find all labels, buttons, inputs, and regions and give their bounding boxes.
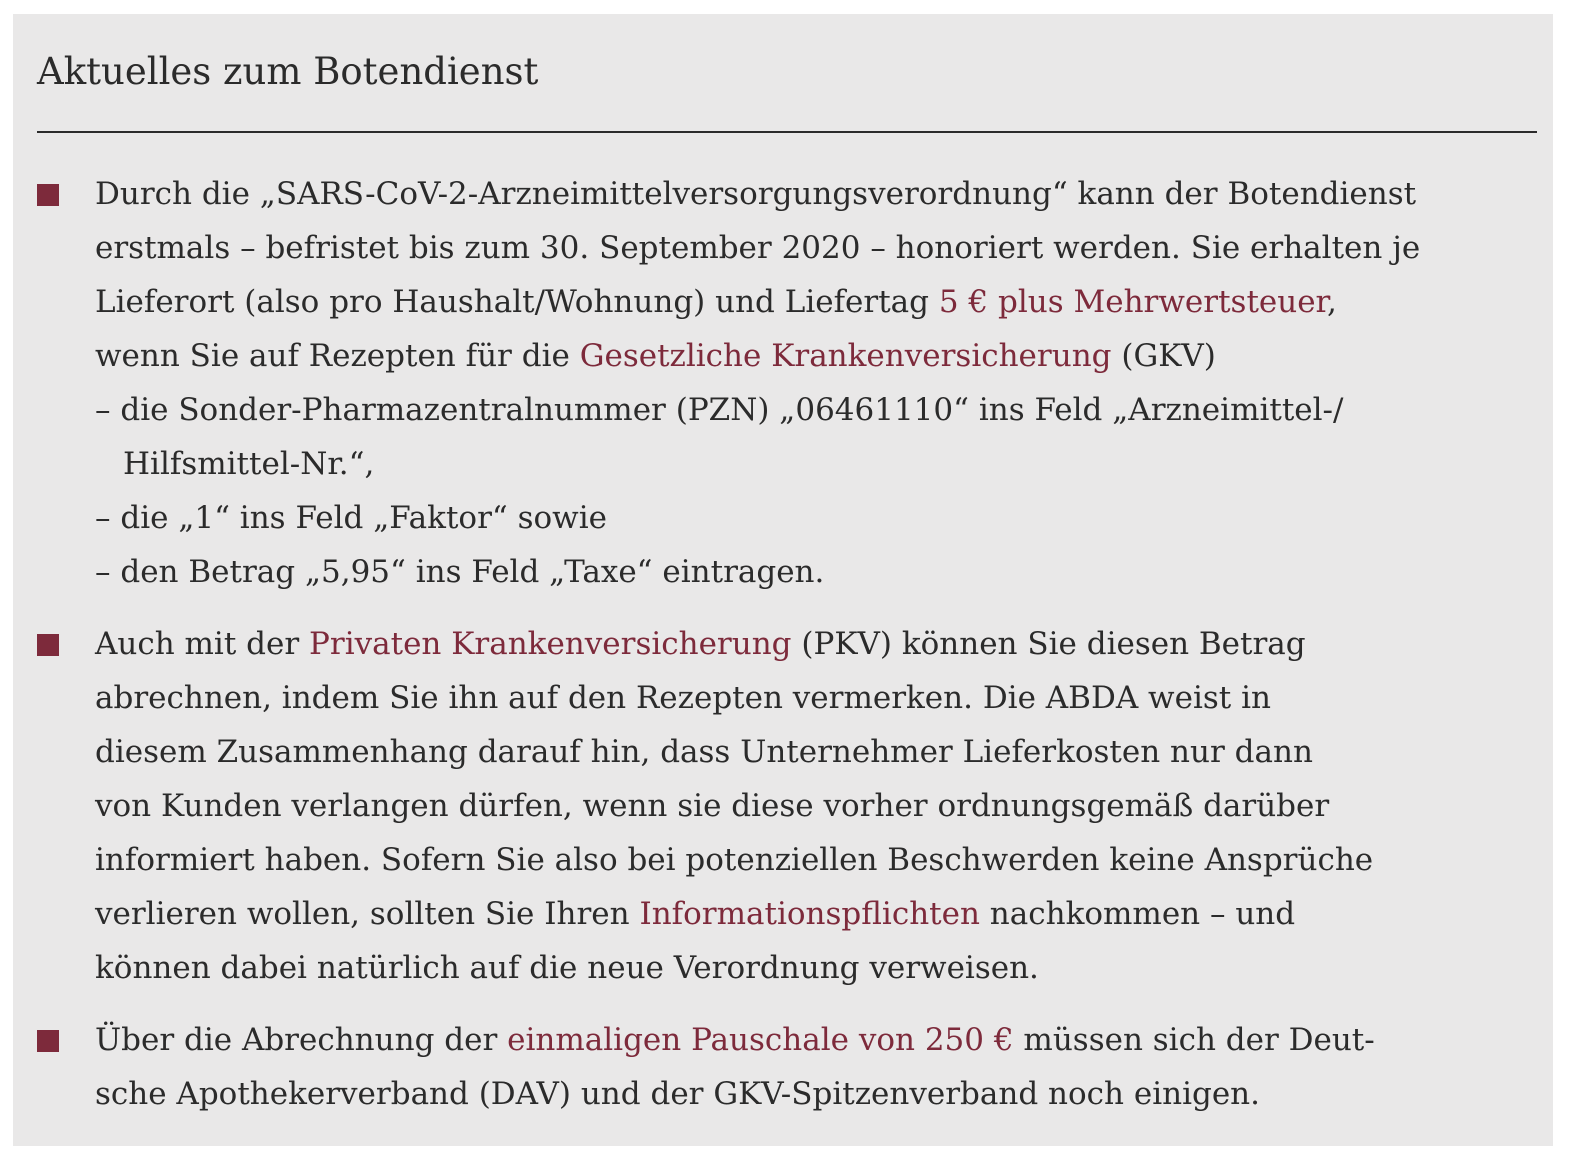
text-line: erstmals – befristet bis zum 30. September 2020 – honoriert werden. Sie erhalten je: [95, 230, 1421, 266]
text-line: verlieren wollen, sollten Sie Ihren Informationspflichten nachkommen – und: [95, 896, 1296, 932]
text-line: von Kunden verlangen dürfen, wenn sie diese vorher ordnungsgemäß darüber: [95, 788, 1330, 824]
text-line: sche Apothekerverband (DAV) und der GKV-Spitzenverband noch einigen.: [95, 1076, 1260, 1112]
text-line: – die Sonder-Pharmazentralnummer (PZN) „06461110“ ins Feld „Arzneimittel-/: [95, 392, 1344, 428]
bullet-marker: [37, 634, 59, 656]
text-line: Durch die „SARS-CoV-2-Arzneimittelversorgungsverordnung“ kann der Botendienst: [95, 176, 1417, 212]
info-box: [13, 14, 1553, 1146]
highlight-text: Privaten Krankenversicherung: [309, 626, 792, 662]
highlight-text: einmaligen Pauschale von 250 €: [507, 1022, 1014, 1058]
text-line: informiert haben. Sofern Sie also bei potenziellen Beschwerden keine Ansprüche: [95, 842, 1374, 878]
text-line: – den Betrag „5,95“ ins Feld „Taxe“ eintragen.: [95, 554, 825, 590]
highlight-text: 5 € plus Mehrwertsteuer: [938, 284, 1327, 320]
box-title: Aktuelles zum Botendienst: [37, 50, 539, 93]
text-line: Lieferort (also pro Haushalt/Wohnung) und Liefertag 5 € plus Mehrwertsteuer,: [95, 284, 1337, 320]
bullet-marker: [37, 1030, 59, 1052]
text-line: Hilfsmittel-Nr.“,: [123, 446, 375, 482]
text-line: – die „1“ ins Feld „Faktor“ sowie: [95, 500, 607, 536]
text-line: diesem Zusammenhang darauf hin, dass Unternehmer Lieferkosten nur dann: [95, 734, 1313, 770]
text-line: können dabei natürlich auf die neue Verordnung verweisen.: [95, 950, 1039, 986]
highlight-text: Informationspflichten: [639, 896, 980, 932]
text-line: Auch mit der Privaten Krankenversicherung (PKV) können Sie diesen Betrag: [95, 626, 1306, 662]
text-line: abrechnen, indem Sie ihn auf den Rezepten vermerken. Die ABDA weist in: [95, 680, 1271, 716]
highlight-text: Gesetzliche Krankenversicherung: [579, 338, 1112, 374]
text-line: wenn Sie auf Rezepten für die Gesetzliche Krankenversicherung (GKV): [95, 338, 1216, 374]
title-divider: [37, 131, 1537, 133]
text-line: Über die Abrechnung der einmaligen Pauschale von 250 € müssen sich der Deut-: [95, 1022, 1375, 1058]
bullet-marker: [37, 184, 59, 206]
